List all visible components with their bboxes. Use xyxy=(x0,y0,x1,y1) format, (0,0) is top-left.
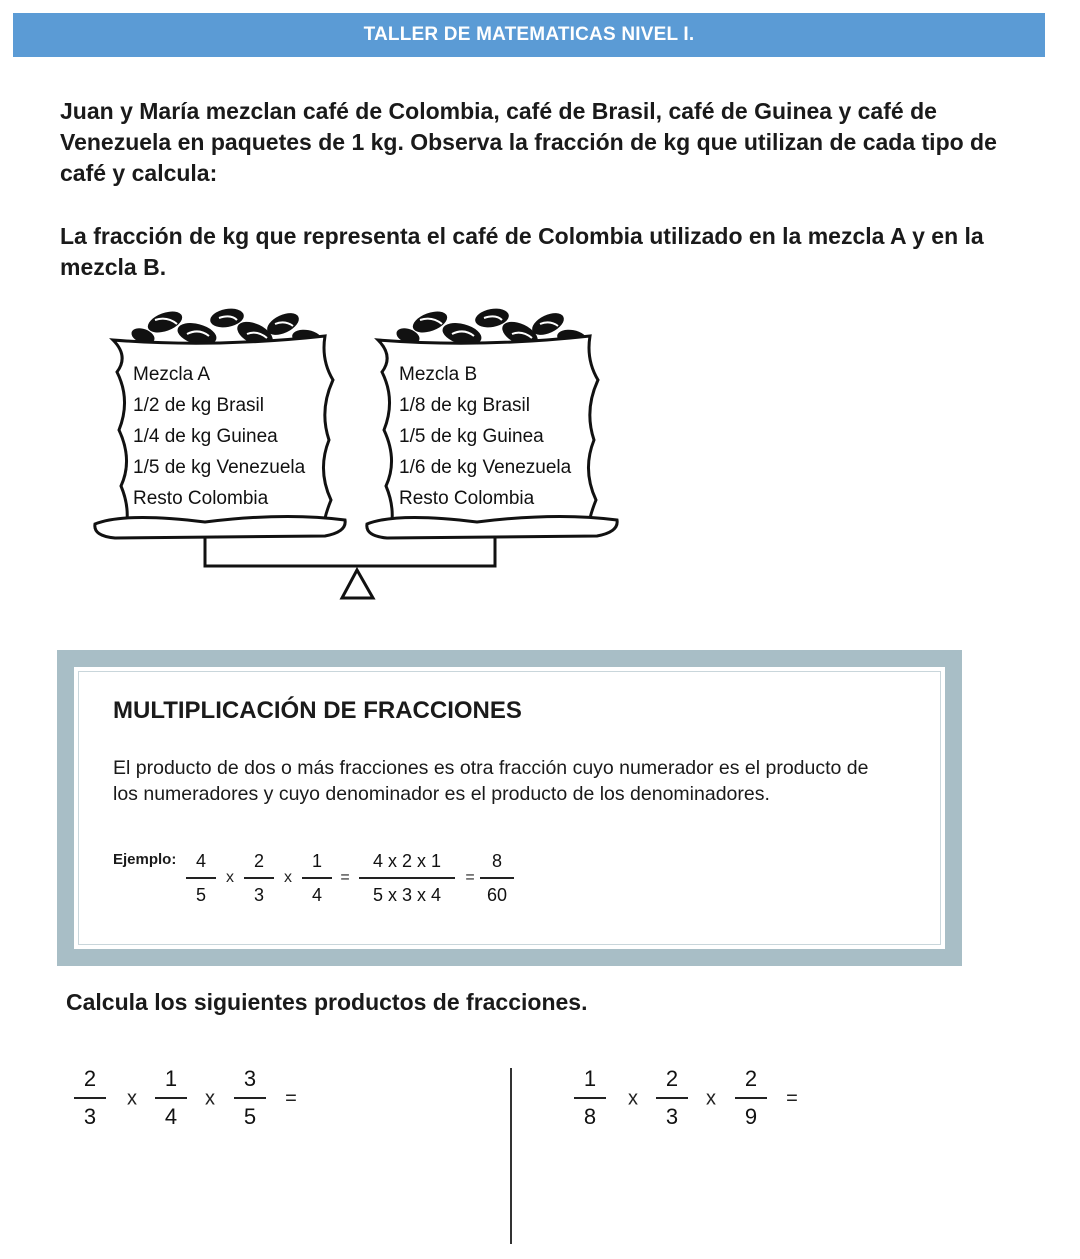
header-title: TALLER DE MATEMATICAS NIVEL I. xyxy=(363,24,695,45)
pan-b xyxy=(367,516,617,538)
intro-paragraph: Juan y María mezclan café de Colombia, café de Brasil, café de Guinea y café de Venezuela en paquetes de 1 kg. Observa la fracción de kg que utilizan de cada tipo de café y calcula: xyxy=(60,98,997,186)
numerator: 2 xyxy=(253,851,264,871)
bag-line: 1/5 de kg Venezuela xyxy=(133,457,306,478)
denominator: 9 xyxy=(744,1103,758,1129)
fraction-bar xyxy=(186,877,216,879)
fraction-bar xyxy=(480,877,514,879)
pan-a xyxy=(95,516,345,538)
info-title: MULTIPLICACIÓN DE FRACCIONES xyxy=(113,697,522,724)
times-sign: x xyxy=(706,1087,716,1110)
numerator: 1 xyxy=(583,1066,597,1091)
times-sign: x xyxy=(284,869,292,886)
scale-beam xyxy=(205,538,495,566)
fraction-bar xyxy=(359,877,455,879)
denominator: 8 xyxy=(583,1103,597,1129)
times-sign: x xyxy=(127,1087,137,1110)
denominator: 4 xyxy=(164,1103,178,1129)
exercise-fraction xyxy=(155,1067,187,1129)
fraction-bar xyxy=(155,1097,187,1099)
bag-line: Resto Colombia xyxy=(133,488,269,509)
exercises-title: Calcula los siguientes productos de fracciones. xyxy=(66,989,588,1015)
bag-line: Mezcla B xyxy=(399,364,478,385)
equals-sign: = xyxy=(285,1087,297,1110)
numerator: 2 xyxy=(744,1066,758,1091)
info-text: El producto de dos o más fracciones es otra fracción cuyo numerador es el producto de los numeradores y cuyo denominador es el producto de los denominadores. xyxy=(113,757,869,805)
fraction-bar xyxy=(244,877,274,879)
exercise-fraction xyxy=(74,1067,106,1129)
denominator: 3 xyxy=(665,1103,679,1129)
numerator: 2 xyxy=(83,1066,97,1091)
fraction-bar xyxy=(302,877,332,879)
numerator: 8 xyxy=(491,851,502,871)
equals-sign: = xyxy=(340,869,350,886)
bag-line: 1/8 de kg Brasil xyxy=(399,395,530,416)
numerator: 4 xyxy=(195,851,206,871)
bag-line: Mezcla A xyxy=(133,364,211,385)
equals-sign: = xyxy=(465,869,475,886)
numerator: 4 x 2 x 1 xyxy=(372,851,442,871)
fraction-bar xyxy=(74,1097,106,1099)
exercise-divider xyxy=(510,1068,512,1244)
bag-b-label xyxy=(399,359,571,514)
times-sign: x xyxy=(628,1087,638,1110)
denominator: 3 xyxy=(253,884,264,905)
example-fraction xyxy=(186,851,216,905)
numerator: 1 xyxy=(311,851,322,871)
denominator: 60 xyxy=(486,884,508,905)
denominator: 3 xyxy=(83,1103,97,1129)
numerator: 1 xyxy=(164,1066,178,1091)
numerator: 3 xyxy=(243,1066,257,1091)
fraction-bar xyxy=(234,1097,266,1099)
exercise-fraction xyxy=(234,1067,266,1129)
fraction-bar xyxy=(735,1097,767,1099)
exercise-fraction xyxy=(574,1067,606,1129)
bag-line: 1/4 de kg Guinea xyxy=(133,426,278,447)
times-sign: x xyxy=(205,1087,215,1110)
example-fraction xyxy=(359,851,455,905)
bag-line: Resto Colombia xyxy=(399,488,535,509)
fraction-bar xyxy=(656,1097,688,1099)
worksheet-header xyxy=(13,13,1045,57)
exercise-fraction xyxy=(735,1067,767,1129)
bag-line: 1/2 de kg Brasil xyxy=(133,395,264,416)
exercise-fraction xyxy=(656,1067,688,1129)
example-label: Ejemplo: xyxy=(113,851,177,868)
numerator: 2 xyxy=(665,1066,679,1091)
bag-a-label xyxy=(133,359,305,514)
example-fraction xyxy=(302,851,332,905)
example-fraction xyxy=(480,851,514,905)
bag-line: 1/5 de kg Guinea xyxy=(399,426,544,447)
denominator: 5 xyxy=(243,1103,257,1129)
equals-sign: = xyxy=(786,1087,798,1110)
denominator: 4 xyxy=(311,884,322,905)
scale-fulcrum xyxy=(342,570,373,598)
times-sign: x xyxy=(226,869,234,886)
denominator: 5 xyxy=(195,884,206,905)
denominator: 5 x 3 x 4 xyxy=(372,884,442,905)
example-fraction xyxy=(244,851,274,905)
question-paragraph: La fracción de kg que representa el café de Colombia utilizado en la mezcla A y en la mezcla B. xyxy=(60,223,984,280)
fraction-bar xyxy=(574,1097,606,1099)
bag-line: 1/6 de kg Venezuela xyxy=(399,457,572,478)
